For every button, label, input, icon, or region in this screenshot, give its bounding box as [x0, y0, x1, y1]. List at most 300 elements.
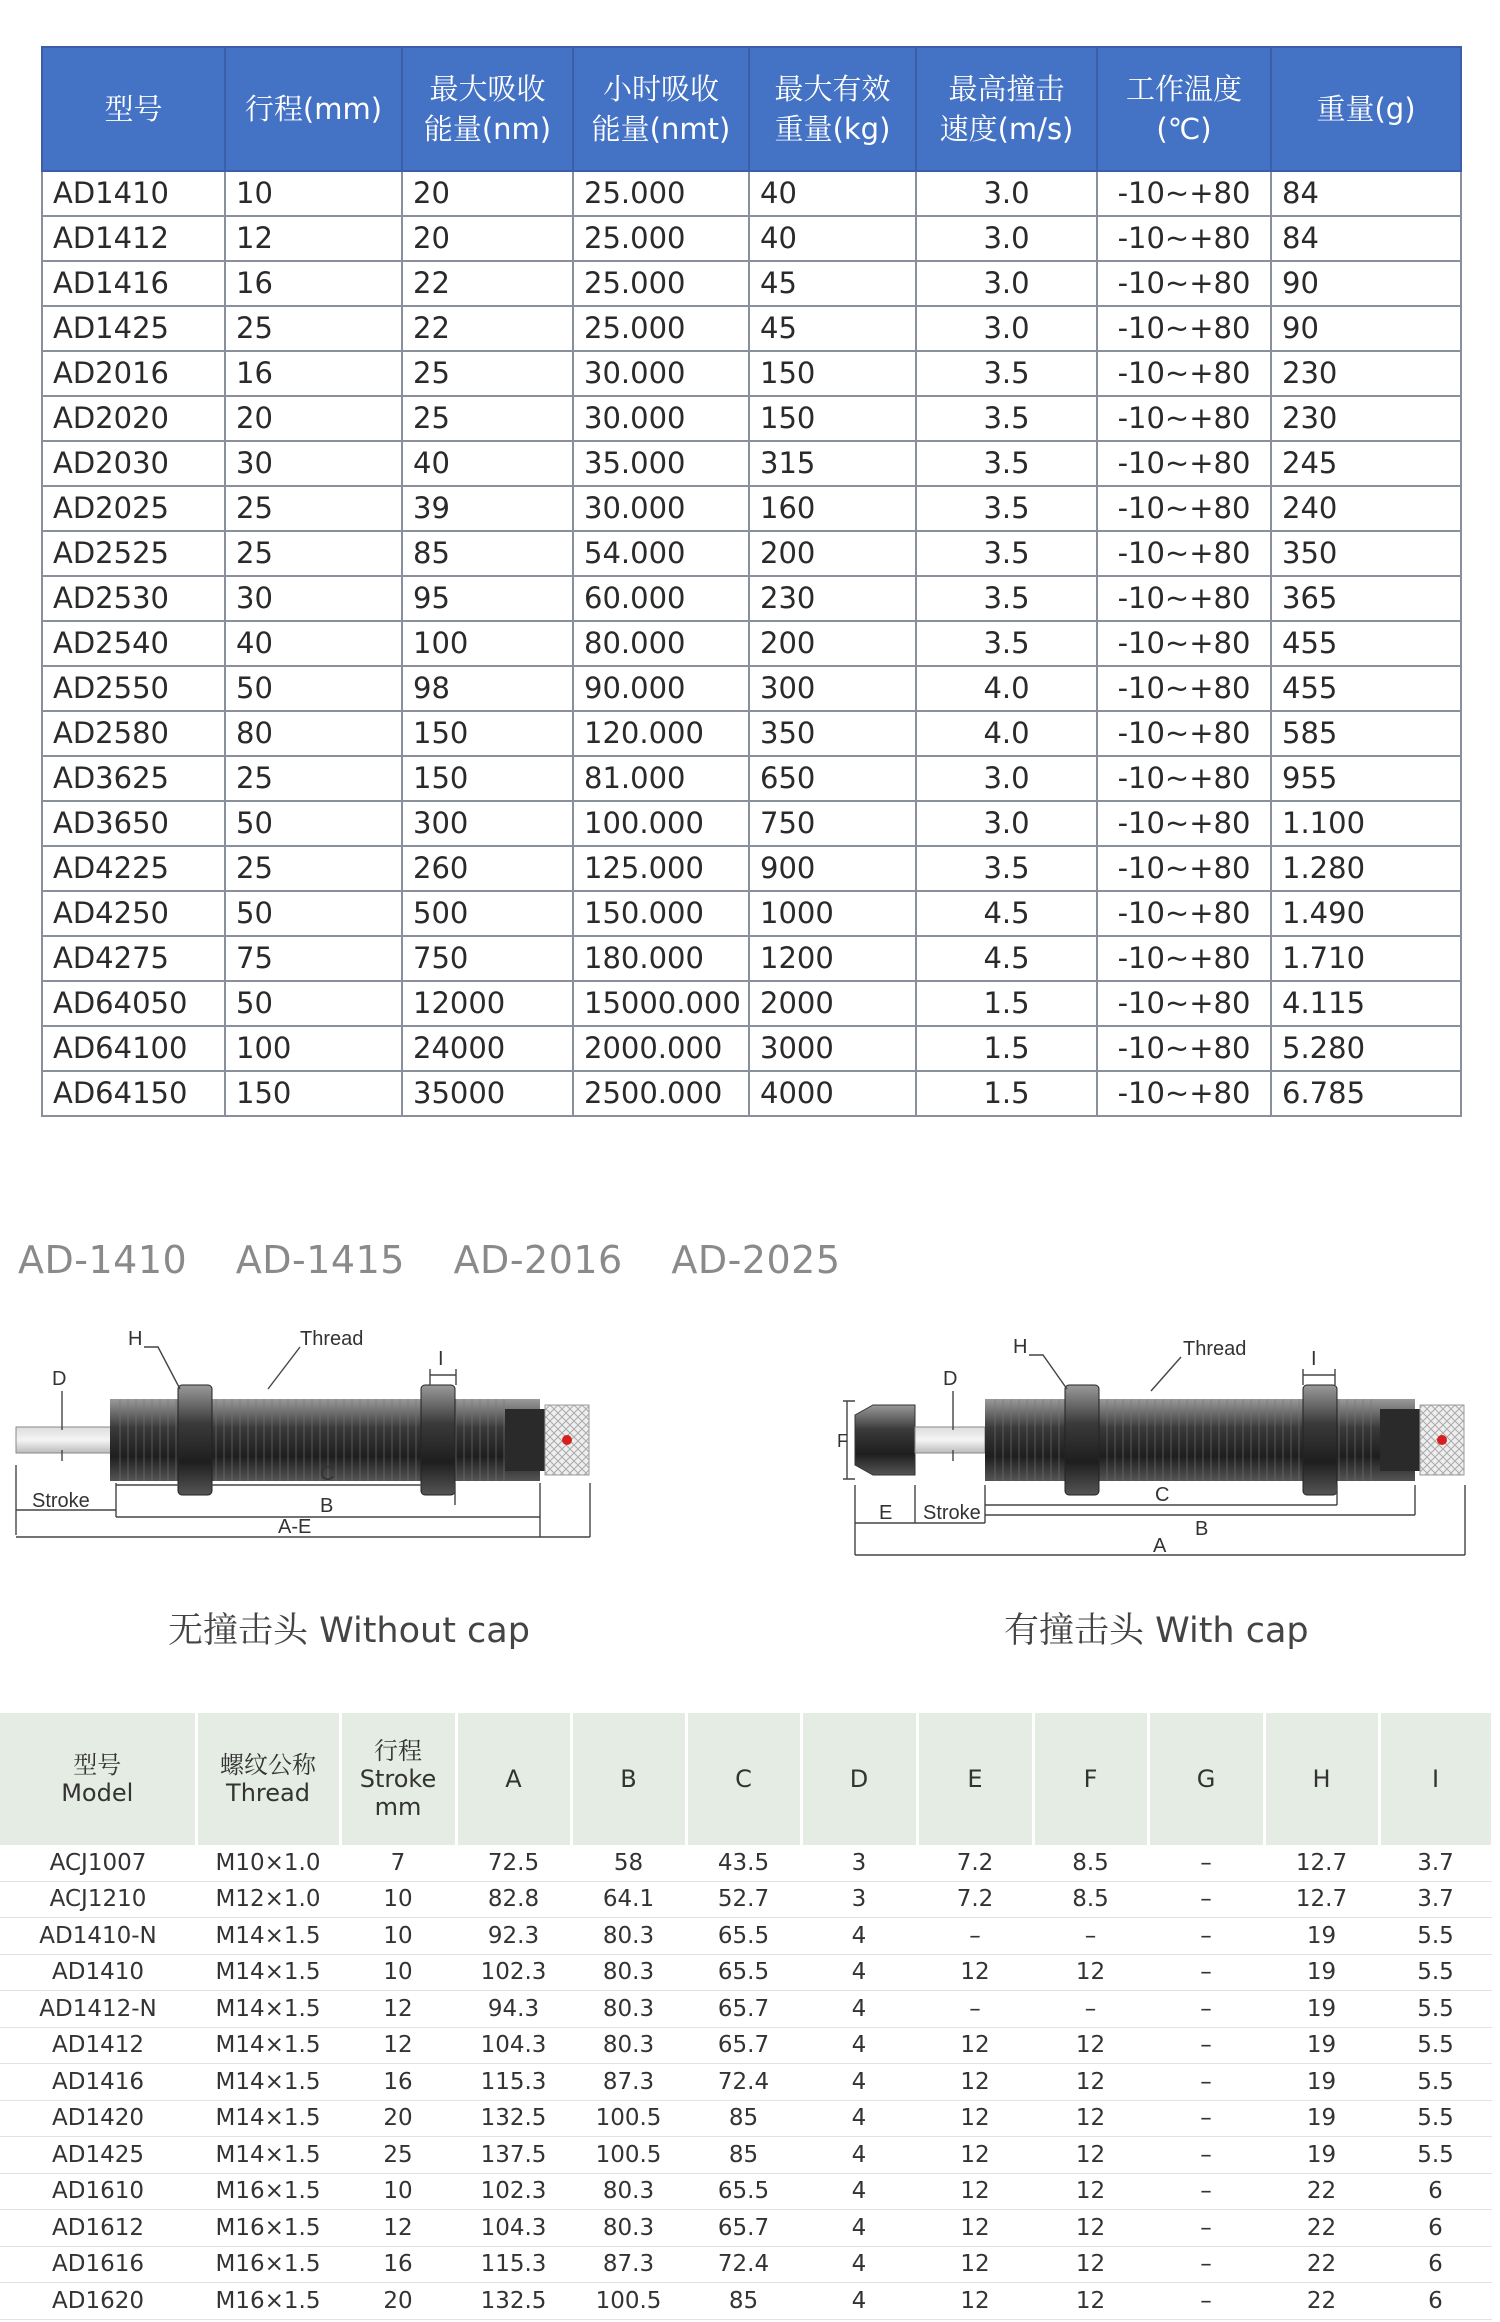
table-cell: 315	[749, 441, 916, 486]
table-cell: 455	[1271, 666, 1461, 711]
table-cell: AD2580	[42, 711, 225, 756]
table-cell: 4.5	[916, 891, 1097, 936]
table-cell: 82.8	[456, 1881, 571, 1918]
label-a-e: A-E	[278, 1516, 312, 1538]
table-cell: 240	[1271, 486, 1461, 531]
table-row	[0, 1991, 1492, 2028]
table-cell: 24000	[402, 1026, 573, 1071]
table-cell: 22	[1264, 2283, 1379, 2320]
spec-table	[41, 46, 1462, 1117]
table-cell: -10~+80	[1097, 846, 1271, 891]
table-cell: 87.3	[571, 2246, 686, 2283]
table-row	[42, 891, 1461, 936]
table-cell: AD64050	[42, 981, 225, 1026]
table-row	[0, 2137, 1492, 2174]
table-cell: 30.000	[573, 396, 749, 441]
table-cell: 25.000	[573, 171, 749, 216]
table-cell: 3.5	[916, 351, 1097, 396]
table-cell: 22	[1264, 2210, 1379, 2247]
table-cell: –	[1148, 1954, 1264, 1991]
table-cell: 65.5	[686, 1918, 801, 1955]
table-cell: 58	[571, 1845, 686, 1881]
table-cell: 94.3	[456, 1991, 571, 2028]
table-cell: 85	[402, 531, 573, 576]
column-header: H	[1264, 1713, 1379, 1845]
table-cell: AD2020	[42, 396, 225, 441]
table-cell: 12	[1033, 2246, 1148, 2283]
table-cell: 65.5	[686, 2173, 801, 2210]
table-cell: 50	[225, 801, 402, 846]
label-h: H	[128, 1328, 143, 1350]
column-header: 螺纹公称 Thread	[196, 1713, 340, 1845]
table-row	[42, 441, 1461, 486]
table-cell: 10	[225, 171, 402, 216]
table-row	[42, 1026, 1461, 1071]
column-header: E	[917, 1713, 1033, 1845]
table-cell: 25	[340, 2137, 456, 2174]
label-c: C	[1155, 1484, 1170, 1506]
table-cell: 22	[402, 306, 573, 351]
table-cell: 365	[1271, 576, 1461, 621]
column-header: C	[686, 1713, 801, 1845]
table-row	[0, 2283, 1492, 2320]
label-stroke: Stroke	[32, 1490, 90, 1512]
table-row	[42, 351, 1461, 396]
table-cell: 4	[801, 2173, 917, 2210]
table-cell: 12.7	[1264, 1881, 1379, 1918]
table-row	[42, 666, 1461, 711]
table-cell: AD1420	[0, 2100, 196, 2137]
diagram-without-cap	[10, 1305, 595, 1575]
table-cell: 19	[1264, 2027, 1379, 2064]
table-cell: -10~+80	[1097, 441, 1271, 486]
table-cell: AD2540	[42, 621, 225, 666]
table-row	[42, 981, 1461, 1026]
table-cell: 6	[1379, 2173, 1492, 2210]
table-cell: –	[1148, 2283, 1264, 2320]
table-cell: 3.5	[916, 576, 1097, 621]
table-cell: 3.0	[916, 306, 1097, 351]
table-row	[42, 306, 1461, 351]
table-row	[42, 261, 1461, 306]
table-row	[0, 2246, 1492, 2283]
table-cell: 1.710	[1271, 936, 1461, 981]
label-d: D	[52, 1368, 67, 1390]
table-cell: 45	[749, 306, 916, 351]
dimension-table-header	[0, 1713, 1492, 1845]
table-cell: 2000.000	[573, 1026, 749, 1071]
table-cell: 95	[402, 576, 573, 621]
table-cell: 50	[225, 981, 402, 1026]
table-cell: 3	[801, 1845, 917, 1881]
table-row	[42, 936, 1461, 981]
table-cell: 1200	[749, 936, 916, 981]
label-f: F	[837, 1431, 848, 1451]
table-cell: 3.5	[916, 441, 1097, 486]
table-cell: 40	[749, 171, 916, 216]
table-cell: 12	[917, 2027, 1033, 2064]
table-cell: 80.3	[571, 1918, 686, 1955]
label-h: H	[1013, 1336, 1028, 1358]
table-cell: 12	[340, 2210, 456, 2247]
table-cell: 72.4	[686, 2064, 801, 2101]
table-cell: 3.5	[916, 846, 1097, 891]
table-row	[0, 1845, 1492, 1881]
table-cell: 25.000	[573, 306, 749, 351]
column-header: G	[1148, 1713, 1264, 1845]
table-cell: -10~+80	[1097, 891, 1271, 936]
table-cell: 750	[402, 936, 573, 981]
table-cell: AD1410-N	[0, 1918, 196, 1955]
label-i: I	[1311, 1348, 1317, 1370]
table-cell: 40	[402, 441, 573, 486]
table-cell: AD2016	[42, 351, 225, 396]
table-cell: 4	[801, 2246, 917, 2283]
label-d: D	[943, 1368, 958, 1390]
table-cell: 39	[402, 486, 573, 531]
table-row	[42, 171, 1461, 216]
table-cell: 80.000	[573, 621, 749, 666]
table-cell: 3.7	[1379, 1881, 1492, 1918]
table-cell: 230	[1271, 396, 1461, 441]
table-cell: 20	[402, 171, 573, 216]
column-header: A	[456, 1713, 571, 1845]
body-end	[505, 1409, 545, 1471]
table-cell: 3.0	[916, 216, 1097, 261]
table-cell: 25	[402, 351, 573, 396]
table-cell: AD1416	[0, 2064, 196, 2101]
table-row	[42, 216, 1461, 261]
table-cell: 22	[1264, 2246, 1379, 2283]
table-cell: -10~+80	[1097, 1026, 1271, 1071]
table-cell: 137.5	[456, 2137, 571, 2174]
table-cell: 8.5	[1033, 1845, 1148, 1881]
table-cell: 150.000	[573, 891, 749, 936]
table-cell: M16×1.5	[196, 2173, 340, 2210]
table-cell: AD4225	[42, 846, 225, 891]
body-end	[1380, 1409, 1420, 1471]
table-cell: 4	[801, 2100, 917, 2137]
table-cell: 100.000	[573, 801, 749, 846]
column-header: 型号	[42, 47, 225, 171]
table-cell: 3.0	[916, 756, 1097, 801]
table-cell: –	[1033, 1918, 1148, 1955]
table-cell: 19	[1264, 1991, 1379, 2028]
table-cell: 87.3	[571, 2064, 686, 2101]
table-cell: 35000	[402, 1071, 573, 1116]
table-cell: 132.5	[456, 2283, 571, 2320]
table-cell: 160	[749, 486, 916, 531]
table-cell: 4	[801, 2283, 917, 2320]
table-cell: 3.7	[1379, 1845, 1492, 1881]
table-cell: 2500.000	[573, 1071, 749, 1116]
table-cell: AD2525	[42, 531, 225, 576]
table-cell: 80.3	[571, 1991, 686, 2028]
table-cell: 1.490	[1271, 891, 1461, 936]
table-cell: -10~+80	[1097, 621, 1271, 666]
table-cell: AD1610	[0, 2173, 196, 2210]
table-cell: M14×1.5	[196, 2027, 340, 2064]
table-cell: 120.000	[573, 711, 749, 756]
model-list-item: AD-1415	[235, 1238, 405, 1282]
column-header: 最高撞击 速度(m/s)	[916, 47, 1097, 171]
table-row	[42, 531, 1461, 576]
table-cell: 585	[1271, 711, 1461, 756]
table-cell: 84	[1271, 216, 1461, 261]
column-header: 重量(g)	[1271, 47, 1461, 171]
table-cell: AD1410	[0, 1954, 196, 1991]
table-cell: M16×1.5	[196, 2246, 340, 2283]
table-cell: 150	[225, 1071, 402, 1116]
table-cell: M14×1.5	[196, 2064, 340, 2101]
table-cell: 102.3	[456, 1954, 571, 1991]
table-cell: AD1416	[42, 261, 225, 306]
table-cell: 1.5	[916, 981, 1097, 1026]
table-cell: 7.2	[917, 1881, 1033, 1918]
impact-cap	[855, 1405, 915, 1475]
table-row	[0, 2210, 1492, 2247]
table-cell: 3.0	[916, 171, 1097, 216]
table-cell: 3.5	[916, 531, 1097, 576]
table-cell: –	[1148, 2173, 1264, 2210]
table-cell: 100	[402, 621, 573, 666]
spec-table-header	[42, 47, 1461, 171]
table-cell: 80.3	[571, 2173, 686, 2210]
table-cell: 43.5	[686, 1845, 801, 1881]
table-cell: 85	[686, 2283, 801, 2320]
table-cell: 10	[340, 2173, 456, 2210]
table-cell: 50	[225, 891, 402, 936]
table-cell: AD1412	[42, 216, 225, 261]
table-cell: 90	[1271, 261, 1461, 306]
table-cell: 12	[917, 2210, 1033, 2247]
table-cell: 6.785	[1271, 1071, 1461, 1116]
table-cell: M12×1.0	[196, 1881, 340, 1918]
table-cell: 60.000	[573, 576, 749, 621]
table-cell: 65.5	[686, 1954, 801, 1991]
table-cell: 25	[225, 756, 402, 801]
table-cell: -10~+80	[1097, 171, 1271, 216]
model-list-item: AD-2016	[453, 1238, 623, 1282]
table-cell: 1.5	[916, 1071, 1097, 1116]
table-cell: 12	[917, 2283, 1033, 2320]
table-cell: 132.5	[456, 2100, 571, 2137]
lock-nut	[1303, 1385, 1337, 1495]
table-cell: 5.5	[1379, 2027, 1492, 2064]
table-cell: 30.000	[573, 351, 749, 396]
table-cell: 52.7	[686, 1881, 801, 1918]
table-cell: 4.5	[916, 936, 1097, 981]
table-cell: 54.000	[573, 531, 749, 576]
table-cell: 64.1	[571, 1881, 686, 1918]
label-i: I	[438, 1348, 444, 1370]
table-cell: 65.7	[686, 2210, 801, 2247]
table-cell: 4000	[749, 1071, 916, 1116]
table-cell: 20	[402, 216, 573, 261]
lock-nut	[178, 1385, 212, 1495]
table-cell: 10	[340, 1881, 456, 1918]
table-cell: 1000	[749, 891, 916, 936]
table-cell: 12	[917, 2137, 1033, 2174]
table-cell: 5.5	[1379, 2137, 1492, 2174]
table-cell: 72.4	[686, 2246, 801, 2283]
table-cell: 955	[1271, 756, 1461, 801]
table-cell: 12	[1033, 2064, 1148, 2101]
table-cell: AD2550	[42, 666, 225, 711]
table-cell: 2000	[749, 981, 916, 1026]
table-cell: 40	[225, 621, 402, 666]
table-row	[0, 2100, 1492, 2137]
label-a: A	[1153, 1535, 1167, 1557]
table-cell: 84	[1271, 171, 1461, 216]
table-cell: 900	[749, 846, 916, 891]
table-cell: 3	[801, 1881, 917, 1918]
table-cell: –	[1033, 1991, 1148, 2028]
label-thread: Thread	[1183, 1338, 1247, 1360]
table-row	[0, 1881, 1492, 1918]
table-cell: -10~+80	[1097, 306, 1271, 351]
table-row	[42, 396, 1461, 441]
table-cell: M16×1.5	[196, 2283, 340, 2320]
table-cell: 5.280	[1271, 1026, 1461, 1071]
label-e: E	[879, 1502, 893, 1524]
table-cell: 12	[1033, 2283, 1148, 2320]
column-header: 工作温度 (℃)	[1097, 47, 1271, 171]
table-cell: 200	[749, 621, 916, 666]
table-cell: AD4275	[42, 936, 225, 981]
table-cell: 80	[225, 711, 402, 756]
table-cell: 20	[340, 2283, 456, 2320]
dimension-table	[0, 1713, 1494, 2320]
table-cell: 300	[749, 666, 916, 711]
table-cell: 180.000	[573, 936, 749, 981]
table-cell: –	[1148, 1881, 1264, 1918]
column-header: 最大吸收 能量(nm)	[402, 47, 573, 171]
table-cell: 12	[917, 2100, 1033, 2137]
table-cell: 25	[225, 531, 402, 576]
table-cell: 25.000	[573, 261, 749, 306]
table-cell: 75	[225, 936, 402, 981]
column-header: 型号 Model	[0, 1713, 196, 1845]
table-cell: 500	[402, 891, 573, 936]
table-cell: –	[1148, 1991, 1264, 2028]
table-cell: –	[1148, 2064, 1264, 2101]
column-header: I	[1379, 1713, 1492, 1845]
table-cell: 3.5	[916, 621, 1097, 666]
table-cell: 5.5	[1379, 1991, 1492, 2028]
table-cell: AD1412	[0, 2027, 196, 2064]
table-cell: AD2030	[42, 441, 225, 486]
table-cell: 80.3	[571, 1954, 686, 1991]
table-cell: -10~+80	[1097, 261, 1271, 306]
table-cell: 12	[225, 216, 402, 261]
table-cell: 4	[801, 2064, 917, 2101]
model-list	[18, 1238, 877, 1298]
table-cell: 12	[1033, 2173, 1148, 2210]
table-cell: M14×1.5	[196, 1918, 340, 1955]
table-cell: 12	[1033, 2027, 1148, 2064]
model-list-item: AD-2025	[671, 1238, 841, 1282]
table-cell: 65.7	[686, 1991, 801, 2028]
table-cell: 125.000	[573, 846, 749, 891]
table-cell: 150	[749, 351, 916, 396]
table-cell: 98	[402, 666, 573, 711]
table-cell: 150	[402, 756, 573, 801]
table-cell: 12	[917, 2173, 1033, 2210]
table-cell: 25	[225, 306, 402, 351]
lock-nut	[421, 1385, 455, 1495]
table-cell: 30.000	[573, 486, 749, 531]
table-cell: 115.3	[456, 2064, 571, 2101]
table-cell: 150	[402, 711, 573, 756]
dimension-table-body	[0, 1845, 1492, 2319]
table-cell: -10~+80	[1097, 576, 1271, 621]
table-cell: 1.100	[1271, 801, 1461, 846]
table-row	[0, 2173, 1492, 2210]
spec-table-body	[42, 171, 1461, 1116]
column-header: D	[801, 1713, 917, 1845]
table-cell: 750	[749, 801, 916, 846]
table-cell: 20	[225, 396, 402, 441]
table-cell: 5.5	[1379, 1954, 1492, 1991]
table-cell: 1.5	[916, 1026, 1097, 1071]
table-cell: 6	[1379, 2283, 1492, 2320]
table-cell: 12	[340, 1991, 456, 2028]
label-b: B	[320, 1495, 334, 1517]
table-cell: 230	[1271, 351, 1461, 396]
table-cell: 19	[1264, 1918, 1379, 1955]
table-row	[0, 1918, 1492, 1955]
table-cell: 350	[749, 711, 916, 756]
table-cell: AD4250	[42, 891, 225, 936]
table-row	[42, 576, 1461, 621]
table-cell: -10~+80	[1097, 1071, 1271, 1116]
table-cell: 4.0	[916, 666, 1097, 711]
table-cell: 12	[917, 1954, 1033, 1991]
table-cell: M10×1.0	[196, 1845, 340, 1881]
table-cell: 90.000	[573, 666, 749, 711]
table-cell: 5.5	[1379, 2064, 1492, 2101]
model-list-item: AD-1410	[18, 1238, 188, 1282]
table-cell: M14×1.5	[196, 2100, 340, 2137]
table-cell: 104.3	[456, 2027, 571, 2064]
table-cell: 12	[1033, 2137, 1148, 2174]
table-cell: AD1410	[42, 171, 225, 216]
table-cell: 7	[340, 1845, 456, 1881]
table-cell: 35.000	[573, 441, 749, 486]
table-cell: 8.5	[1033, 1881, 1148, 1918]
table-cell: 65.7	[686, 2027, 801, 2064]
label-c: C	[320, 1463, 335, 1485]
table-cell: 4.115	[1271, 981, 1461, 1026]
table-cell: -10~+80	[1097, 936, 1271, 981]
table-cell: AD1616	[0, 2246, 196, 2283]
table-cell: 455	[1271, 621, 1461, 666]
table-cell: 19	[1264, 2100, 1379, 2137]
diagram-with-cap	[835, 1305, 1485, 1575]
table-cell: -10~+80	[1097, 216, 1271, 261]
table-row	[42, 801, 1461, 846]
red-marker	[1437, 1435, 1447, 1445]
threaded-body	[985, 1399, 1415, 1481]
table-row	[0, 2027, 1492, 2064]
table-cell: 3.0	[916, 801, 1097, 846]
table-cell: 1.280	[1271, 846, 1461, 891]
table-row	[42, 711, 1461, 756]
table-cell: 12	[1033, 1954, 1148, 1991]
table-cell: 650	[749, 756, 916, 801]
column-header: B	[571, 1713, 686, 1845]
